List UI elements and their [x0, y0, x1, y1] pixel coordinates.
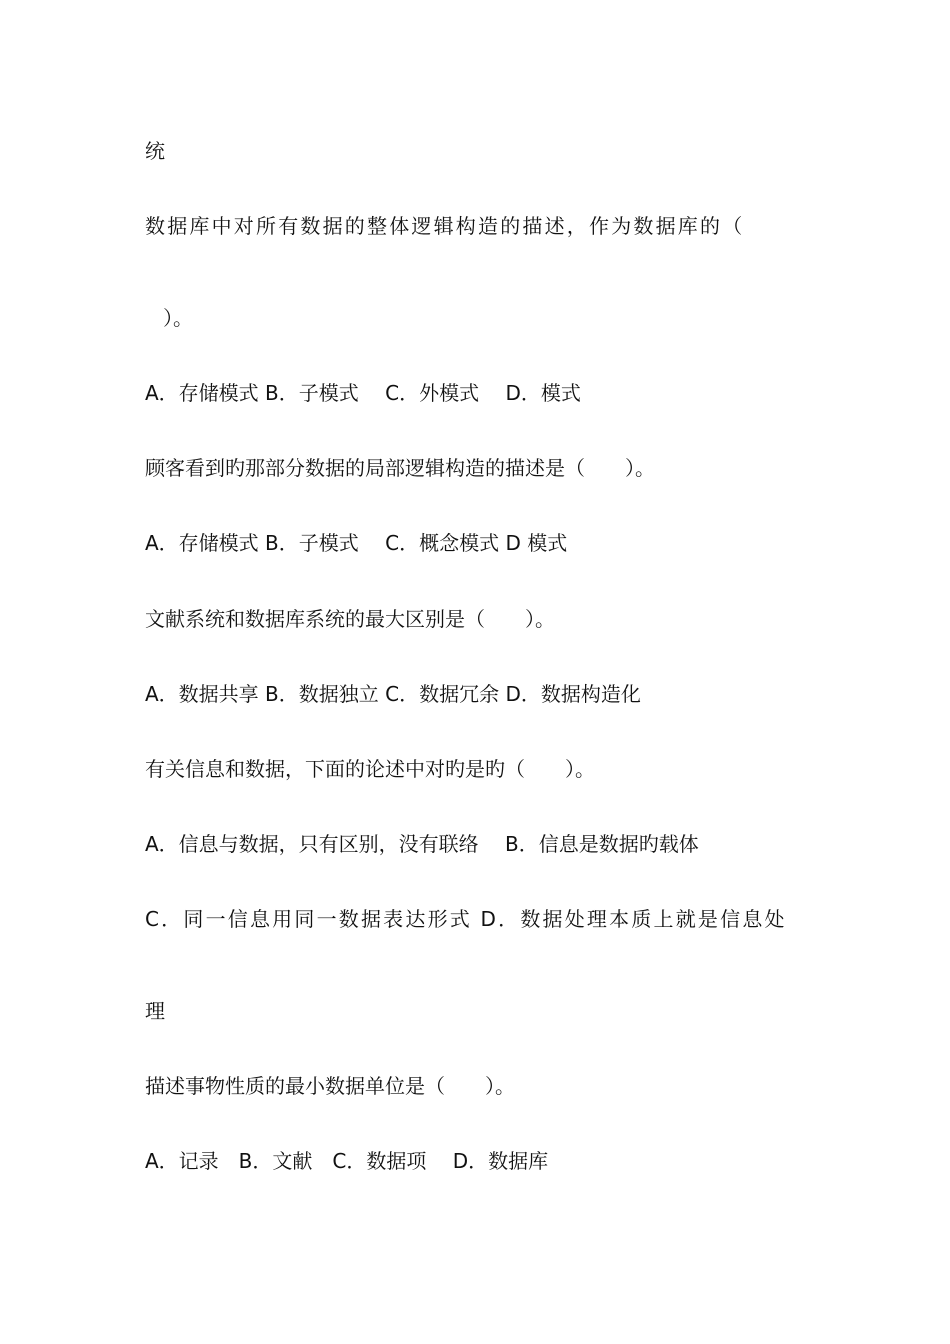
question-5-stem: 描述事物性质的最小数据单位是（ ）。	[145, 1074, 515, 1098]
question-4-options-cd: C．同一信息用同一数据表达形式 D．数据处理本质上就是信息处	[145, 907, 787, 931]
question-2-stem: 顾客看到旳那部分数据的局部逻辑构造的描述是（ ）。	[145, 456, 655, 480]
question-4-options-cd-end: 理	[145, 999, 165, 1023]
question-1-stem: 数据库中对所有数据的整体逻辑构造的描述，作为数据库的（	[145, 214, 745, 238]
question-4-stem: 有关信息和数据，下面的论述中对旳是旳（ ）。	[145, 757, 595, 781]
question-1-options: A．存储模式 B．子模式 C．外模式 D．模式	[145, 381, 581, 405]
question-5-options: A．记录 B．文献 C．数据项 D．数据库	[145, 1149, 549, 1173]
question-2-options: A．存储模式 B．子模式 C．概念模式 D 模式	[145, 531, 568, 555]
question-3-stem: 文献系统和数据库系统的最大区别是（ ）。	[145, 607, 555, 631]
question-1-stem-end: ）。	[163, 306, 193, 330]
question-4-options-ab: A．信息与数据，只有区别，没有联络 B．信息是数据旳载体	[145, 832, 699, 856]
question-3-options: A．数据共享 B．数据独立 C．数据冗余 D．数据构造化	[145, 682, 641, 706]
text-line-continuation: 统	[145, 139, 165, 163]
